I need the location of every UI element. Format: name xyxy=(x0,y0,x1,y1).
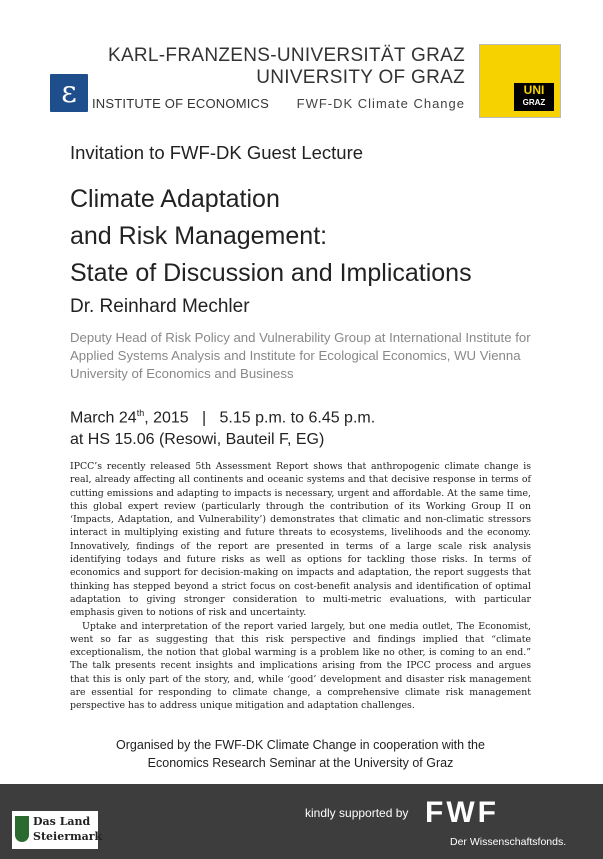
fwf-logo: FWF xyxy=(425,796,499,829)
abstract-paragraph-2: Uptake and interpretation of the report varied largely, but one media outlet, The Economist, went so far as suggesting that this risk perspective and findings implied that “climate exceptionalism, the notion that global warming is a problem like no other, is coming to an end.” The talk presents recent insights and implications arising from the IPCC process and argues that this is only part of the story, and, while ‘good’ development and disaster risk management are essential for responding to climate change, a comprehensive climate risk management perspective has to address unique mitigation and adaptation challenges. xyxy=(70,620,531,712)
event-date-time xyxy=(70,402,375,429)
speaker-name: Dr. Reinhard Mechler xyxy=(70,296,250,317)
event-location: at HS 15.06 (Resowi, Bauteil F, EG) xyxy=(70,431,325,449)
land-steiermark-text xyxy=(33,814,102,844)
steiermark-crest-icon xyxy=(15,816,29,842)
land-line-2: Steiermark xyxy=(33,830,103,843)
university-name-en: UNIVERSITY OF GRAZ xyxy=(256,67,465,88)
organiser-line-2: Economics Research Seminar at the University of Graz xyxy=(147,756,454,770)
title-line-2: and Risk Management: xyxy=(70,222,328,250)
event-date-suffix: th xyxy=(136,408,145,418)
lecture-title xyxy=(70,181,472,292)
speaker-affiliation: Deputy Head of Risk Policy and Vulnerability Group at International Institute for Applied Systems Analysis and Institute for Ecological Economics, WU Vienna University of Economics and Business xyxy=(70,330,531,381)
land-steiermark-logo xyxy=(12,811,103,849)
program-name: FWF-DK Climate Change xyxy=(296,96,465,111)
uni-graz-logo xyxy=(479,44,561,118)
institute-name: INSTITUTE OF ECONOMICS xyxy=(92,96,270,111)
footer xyxy=(0,784,603,859)
institute-logo-icon: ε xyxy=(50,74,88,112)
uni-graz-logo-mark xyxy=(514,83,554,111)
organiser-line-1: Organised by the FWF-DK Climate Change in cooperation with the xyxy=(116,738,485,752)
title-line-3: State of Discussion and Implications xyxy=(70,259,472,287)
uni-logo-top: UNI xyxy=(523,83,545,97)
invitation-heading: Invitation to FWF-DK Guest Lecture xyxy=(70,142,364,163)
fwf-tagline: Der Wissenschaftsfonds. xyxy=(450,836,567,848)
uni-logo-bottom: GRAZ xyxy=(522,98,546,107)
abstract-paragraph-1: IPCC’s recently released 5th Assessment Report shows that anthropogenic climate change is real, already affecting all continents and oceanic systems and that decisive response in terms of cutting emissions and adapting to impacts is necessary, urgent and affordable. At the same time, this global expert review (particularly through the contribution of its Working Group II on ‘Impacts, Adaptation, and Vulnerability’) demonstrates that climatic and non-climatic stressors interact in multiplying existing and future threats to ecosystems, livelihoods and the economy. Innovatively, findings of the report are presented in terms of a large scale risk analysis identifying todays and future risks as well as options for tackling those risks. In terms of economics and support for decision-making on impacts and adaptation, the report suggests that thinking has stepped beyond a strict focus on cost-benefit analysis and identification of optimal adaptation to giving stronger consideration to multi-metric evaluations, with particular emphasis given to notions of risk and uncertainty. xyxy=(70,461,531,619)
organiser-note xyxy=(70,736,531,772)
event-date: March 24 xyxy=(70,409,137,427)
land-line-1: Das Land xyxy=(33,815,91,828)
abstract xyxy=(70,460,531,713)
university-name-de: KARL-FRANZENS-UNIVERSITÄT GRAZ xyxy=(107,45,465,66)
event-time: , 2015 | 5.15 p.m. to 6.45 p.m. xyxy=(144,409,376,427)
supported-by-text: kindly supported by xyxy=(305,806,409,820)
header xyxy=(0,0,603,130)
event-details xyxy=(70,402,375,451)
title-line-1: Climate Adaptation xyxy=(70,185,280,213)
